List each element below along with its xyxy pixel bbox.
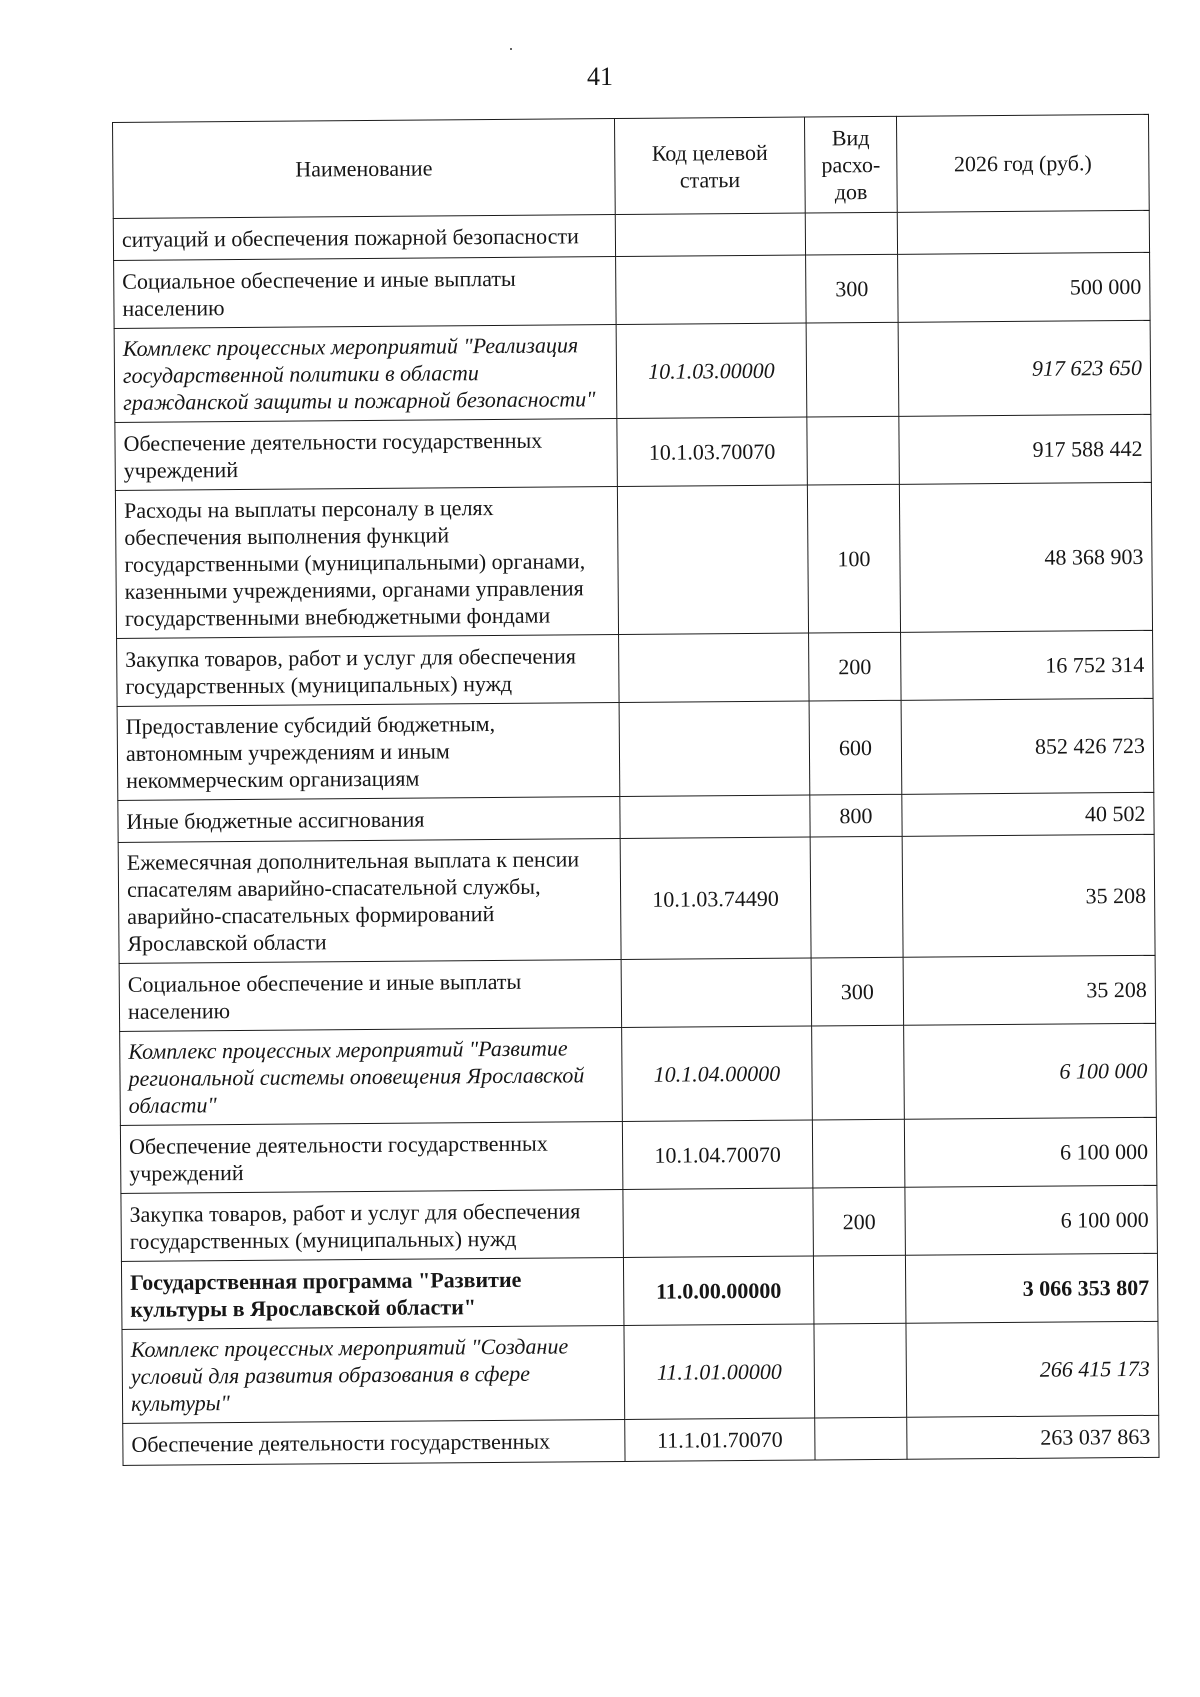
table-row <box>114 252 1151 328</box>
row-name: Ежемесячная дополнительная выплата к пенсии спасателям аварийно-спасательной службы, аварийно-спасательных формирований Ярославской области <box>118 839 621 964</box>
row-code <box>620 795 810 838</box>
row-amount: 40 502 <box>902 792 1154 836</box>
row-name: Расходы на выплаты персоналу в целях обеспечения выполнения функций государственными (муниципальными) органами, казенными учреждениями, органами управления государственными внебюджетными фондами <box>115 487 618 639</box>
row-code: 10.1.03.74490 <box>620 837 811 959</box>
row-name: ситуаций и обеспечения пожарной безопасности <box>113 215 615 261</box>
table-row <box>120 1023 1157 1125</box>
row-amount: 500 000 <box>898 252 1151 322</box>
row-expense-type <box>812 1119 905 1188</box>
row-amount: 3 066 353 807 <box>905 1253 1158 1323</box>
row-code: 10.1.03.70070 <box>617 417 808 486</box>
row-amount: 263 037 863 <box>907 1415 1159 1459</box>
table-row <box>115 414 1152 490</box>
row-code <box>619 633 810 702</box>
row-expense-type: 200 <box>809 632 902 701</box>
table-row <box>117 698 1154 800</box>
row-name: Социальное обеспечение и иные выплаты населению <box>114 257 617 329</box>
row-name: Комплекс процессных мероприятий "Развитие региональной системы оповещения Ярославской области" <box>120 1028 623 1126</box>
table-row <box>114 320 1151 422</box>
table-header-row <box>113 114 1150 218</box>
row-code <box>617 485 808 634</box>
row-code: 10.1.04.70070 <box>622 1120 813 1189</box>
row-code <box>623 1188 814 1257</box>
table-row <box>117 630 1154 706</box>
row-amount: 6 100 000 <box>904 1023 1157 1119</box>
row-name: Предоставление субсидий бюджетным, автономным учреждениям и иным некоммерческим организациям <box>117 703 620 801</box>
header-type: Вид расхо-дов <box>804 116 897 213</box>
row-amount: 917 623 650 <box>898 320 1151 416</box>
row-amount: 266 415 173 <box>906 1321 1159 1417</box>
table-body <box>113 210 1159 1465</box>
row-name: Обеспечение деятельности государственных учреждений <box>115 419 618 491</box>
row-name: Обеспечение деятельности государственных <box>123 1420 625 1466</box>
table-row <box>121 1185 1158 1261</box>
table-row <box>121 1253 1158 1329</box>
row-expense-type: 800 <box>810 794 902 837</box>
row-expense-type <box>814 1323 907 1418</box>
row-name: Иные бюджетные ассигнования <box>118 797 620 843</box>
row-amount: 48 368 903 <box>899 482 1152 632</box>
table-row <box>115 482 1152 638</box>
row-expense-type <box>807 416 900 485</box>
row-amount: 917 588 442 <box>899 414 1152 484</box>
row-name: Государственная программа "Развитие культуры в Ярославской области" <box>121 1258 624 1330</box>
row-amount: 35 208 <box>902 834 1155 957</box>
row-code: 11.0.00.00000 <box>623 1256 814 1325</box>
row-code: 11.1.01.00000 <box>624 1324 815 1419</box>
row-expense-type <box>805 212 897 255</box>
row-code: 11.1.01.70070 <box>625 1418 815 1461</box>
table-row <box>123 1415 1159 1465</box>
row-name: Закупка товаров, работ и услуг для обеспечения государственных (муниципальных) нужд <box>121 1190 624 1262</box>
row-expense-type: 300 <box>811 957 904 1026</box>
row-expense-type <box>813 1255 906 1324</box>
row-name: Комплекс процессных мероприятий "Создание условий для развития образования в сфере культуры" <box>122 1326 625 1424</box>
row-expense-type: 600 <box>809 700 902 795</box>
scan-speck <box>510 48 512 50</box>
row-code <box>621 958 812 1027</box>
table-row <box>119 955 1156 1031</box>
row-code: 10.1.03.00000 <box>616 323 807 418</box>
row-amount: 852 426 723 <box>901 698 1154 794</box>
row-amount: 6 100 000 <box>905 1185 1158 1255</box>
page-number: 41 <box>587 62 613 91</box>
row-expense-type <box>812 1025 905 1120</box>
row-amount <box>897 210 1149 254</box>
row-expense-type: 200 <box>813 1187 906 1256</box>
row-expense-type: 300 <box>806 254 899 323</box>
row-expense-type: 100 <box>807 484 900 633</box>
table-row <box>122 1321 1159 1423</box>
row-name: Социальное обеспечение и иные выплаты населению <box>119 960 622 1032</box>
header-amount: 2026 год (руб.) <box>896 114 1149 212</box>
row-name: Закупка товаров, работ и услуг для обеспечения государственных (муниципальных) нужд <box>117 635 620 707</box>
row-expense-type <box>810 836 903 958</box>
row-code <box>616 255 807 324</box>
row-expense-type <box>806 322 899 417</box>
row-code <box>619 701 810 796</box>
table-row <box>118 834 1155 963</box>
row-code: 10.1.04.00000 <box>622 1026 813 1121</box>
row-amount: 16 752 314 <box>901 630 1154 700</box>
row-name: Комплекс процессных мероприятий "Реализация государственной политики в области гражданской защиты и пожарной безопасности" <box>114 325 617 423</box>
table-row <box>120 1117 1157 1193</box>
row-expense-type <box>815 1417 907 1460</box>
row-name: Обеспечение деятельности государственных учреждений <box>120 1122 623 1194</box>
row-amount: 35 208 <box>903 955 1156 1025</box>
header-name: Наименование <box>113 119 616 219</box>
header-code: Код целевой статьи <box>614 117 805 214</box>
row-code <box>615 213 805 256</box>
row-amount: 6 100 000 <box>904 1117 1157 1187</box>
budget-table <box>112 114 1160 1466</box>
